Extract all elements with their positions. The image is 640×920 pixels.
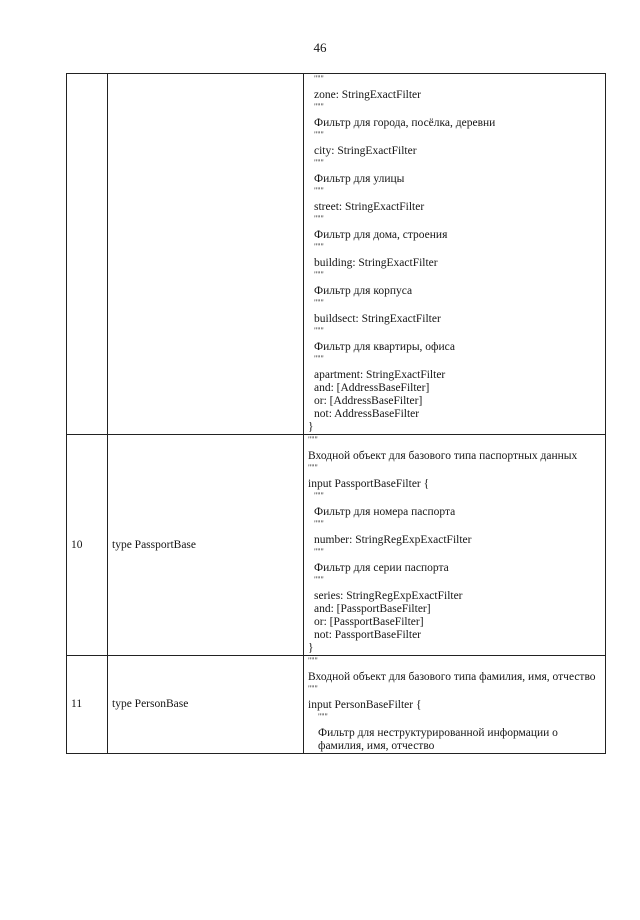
code-line: Входной объект для базового типа паспортных данных xyxy=(308,450,578,462)
code-line: """ xyxy=(314,270,324,279)
code-line: not: PassportBaseFilter xyxy=(314,629,422,641)
code-line: """ xyxy=(314,547,324,556)
code-line: Фильтр для корпуса xyxy=(314,285,413,297)
code-cell xyxy=(304,656,606,754)
code-line: Фильтр для неструктурированной информации о фамилия, имя, отчество xyxy=(318,727,558,752)
table-row xyxy=(67,74,606,435)
code-cell xyxy=(304,74,606,435)
row-number-cell xyxy=(67,74,108,435)
code-line: } xyxy=(308,421,314,433)
document-table-body xyxy=(67,74,606,754)
code-line: zone: StringExactFilter xyxy=(314,89,421,101)
code-line: """ xyxy=(308,684,318,693)
code-line: """ xyxy=(314,519,324,528)
code-line: street: StringExactFilter xyxy=(314,201,425,213)
code-line: """ xyxy=(314,214,324,223)
code-line: """ xyxy=(308,435,318,444)
code-line: building: StringExactFilter xyxy=(314,257,438,269)
code-line: """ xyxy=(314,74,324,83)
code-line: input PassportBaseFilter { xyxy=(308,478,430,490)
code-line: number: StringRegExpExactFilter xyxy=(314,534,472,546)
code-line: Фильтр для дома, строения xyxy=(314,229,448,241)
code-line: buildsect: StringExactFilter xyxy=(314,313,441,325)
code-line: Фильтр для номера паспорта xyxy=(314,506,456,518)
code-line: not: AddressBaseFilter xyxy=(314,408,420,420)
code-line: apartment: StringExactFilter xyxy=(314,369,446,381)
code-line: or: [PassportBaseFilter] xyxy=(314,616,424,628)
code-line: """ xyxy=(314,242,324,251)
code-line: Фильтр для квартиры, офиса xyxy=(314,341,456,353)
code-cell xyxy=(304,435,606,656)
type-name-cell xyxy=(108,74,304,435)
code-line: } xyxy=(308,642,314,654)
code-line: """ xyxy=(314,491,324,500)
row-number-cell: 10 xyxy=(67,435,108,656)
code-line: """ xyxy=(314,102,324,111)
code-line: """ xyxy=(308,463,318,472)
page-number: 46 xyxy=(313,40,327,55)
code-line: """ xyxy=(314,326,324,335)
code-line: """ xyxy=(314,298,324,307)
code-line: """ xyxy=(314,354,324,363)
table-row xyxy=(67,435,606,656)
code-line: """ xyxy=(314,130,324,139)
code-line: """ xyxy=(318,712,328,721)
code-line: """ xyxy=(308,656,318,665)
document-table xyxy=(66,73,606,754)
code-line: and: [AddressBaseFilter] xyxy=(314,382,430,394)
code-line: """ xyxy=(314,186,324,195)
code-line: or: [AddressBaseFilter] xyxy=(314,395,423,407)
code-line: and: [PassportBaseFilter] xyxy=(314,603,431,615)
code-line: """ xyxy=(314,158,324,167)
code-line: """ xyxy=(314,575,324,584)
type-name-cell: type PassportBase xyxy=(108,435,304,656)
code-line: Фильтр для улицы xyxy=(314,173,405,185)
code-line: Входной объект для базового типа фамилия, имя, отчество xyxy=(308,671,596,683)
code-line: Фильтр для серии паспорта xyxy=(314,562,449,574)
code-line: series: StringRegExpExactFilter xyxy=(314,590,463,602)
type-name-cell: type PersonBase xyxy=(108,656,304,754)
code-line: city: StringExactFilter xyxy=(314,145,417,157)
code-line: input PersonBaseFilter { xyxy=(308,699,422,711)
table-row xyxy=(67,656,606,754)
row-number-cell: 11 xyxy=(67,656,108,754)
code-line: Фильтр для города, посёлка, деревни xyxy=(314,117,496,129)
